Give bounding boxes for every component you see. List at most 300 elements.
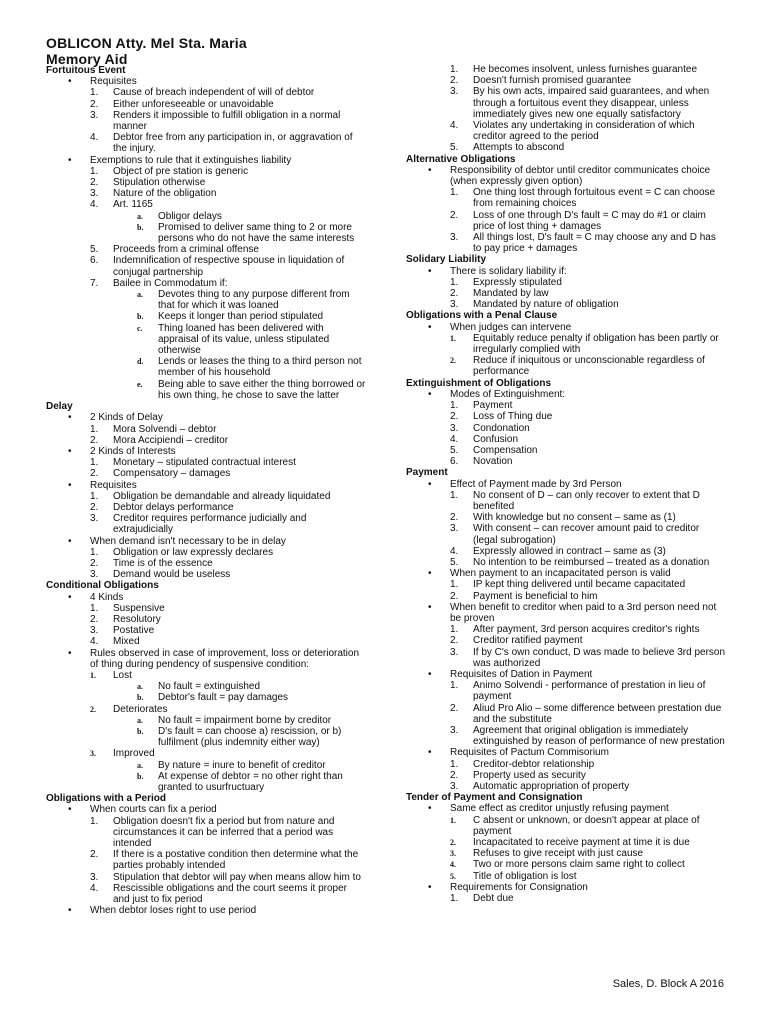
list-marker: 1.: [90, 87, 99, 99]
numbered-item: [46, 569, 366, 580]
numbered-item: [46, 816, 366, 850]
item-text: Expressly stipulated: [473, 276, 562, 288]
numbered-item: [46, 491, 366, 502]
numbered-item: [406, 187, 726, 209]
item-text: Incapacitated to receive payment at time it is due: [473, 837, 690, 849]
list-marker: 4.: [450, 860, 456, 870]
list-marker: •: [428, 388, 432, 400]
list-marker: 2.: [450, 411, 459, 423]
list-marker: 2.: [90, 501, 99, 513]
item-text: Renders it impossible to fulfill obligation in a normal manner: [113, 109, 341, 133]
item-text: Automatic appropriation of property: [473, 781, 630, 792]
list-marker: 1.: [450, 276, 459, 288]
list-marker: a.: [137, 290, 143, 300]
numbered-item: [46, 872, 366, 883]
item-text: When debtor loses right to use period: [90, 905, 257, 917]
numbered-item: [406, 333, 726, 355]
list-marker: •: [68, 591, 72, 603]
item-text: Exemptions to rule that it extinguishes liability: [90, 154, 292, 166]
item-text: Doesn't furnish promised guarantee: [473, 75, 632, 87]
lettered-item: [46, 681, 366, 692]
item-text: Keeps it longer than period stipulated: [158, 311, 324, 323]
item-text: Same effect as creditor unjustly refusing payment: [450, 803, 669, 815]
item-text: Requisites of Pactum Commisorium: [450, 747, 609, 759]
list-marker: 2.: [450, 590, 459, 602]
list-marker: 2.: [90, 704, 96, 714]
list-marker: 1.: [90, 815, 99, 827]
section-heading: Solidary Liability: [406, 254, 487, 266]
numbered-item: [46, 110, 366, 132]
list-marker: b.: [137, 693, 144, 703]
numbered-item: [46, 636, 366, 647]
numbered-item: [406, 400, 726, 411]
item-text: 2 Kinds of Delay: [90, 412, 163, 424]
list-marker: 2.: [90, 177, 99, 189]
bullet-item: [406, 389, 726, 400]
numbered-item: [46, 849, 366, 871]
item-text: With consent – can recover amount paid to creditor (legal subrogation): [473, 523, 700, 546]
bullet-item: [406, 602, 726, 624]
list-marker: 1.: [90, 165, 99, 177]
numbered-item: [406, 523, 726, 545]
item-text: All things lost, D's fault = C may choose any and D has to pay price + damages: [473, 232, 716, 255]
numbered-item: [406, 579, 726, 590]
item-text: Responsibility of debtor until creditor communicates choice (when expressly given option): [450, 164, 711, 188]
numbered-item: [46, 502, 366, 513]
lettered-item: [46, 379, 366, 401]
item-text: When judges can intervene: [450, 321, 572, 333]
list-marker: 1.: [90, 670, 96, 680]
list-marker: •: [68, 804, 72, 816]
bullet-item: [46, 536, 366, 547]
list-marker: 1.: [450, 680, 459, 692]
list-marker: 4.: [450, 545, 459, 557]
item-text: Time is of the essence: [113, 557, 213, 569]
numbered-item: [406, 859, 726, 870]
numbered-item: [46, 278, 366, 289]
item-text: With knowledge but no consent – same as (1): [473, 512, 676, 524]
list-marker: 1.: [450, 187, 459, 199]
item-text: Requisites: [90, 76, 137, 88]
list-marker: •: [68, 647, 72, 659]
numbered-item: [406, 64, 726, 75]
item-text: Obligation doesn't fix a period but from nature and circumstances it can be inferred that a period was intended: [113, 815, 335, 850]
list-marker: 2.: [90, 557, 99, 569]
list-marker: •: [428, 164, 432, 176]
bullet-item: [46, 648, 366, 670]
item-text: 4 Kinds: [90, 591, 124, 603]
list-marker: b.: [137, 726, 144, 736]
numbered-item: [46, 704, 366, 715]
item-text: IP kept thing delivered until became capacitated: [473, 579, 686, 591]
list-marker: b.: [137, 222, 144, 232]
numbered-item: [46, 188, 366, 199]
item-text: Loss of Thing due: [473, 411, 553, 423]
list-marker: 1.: [450, 579, 459, 591]
item-text: Stipulation that debtor will pay when means allow him to: [113, 871, 361, 883]
numbered-item: [46, 603, 366, 614]
section-heading: Obligations with a Period: [46, 793, 167, 805]
numbered-item: [46, 99, 366, 110]
numbered-item: [46, 244, 366, 255]
item-text: Animo Solvendi - performance of prestation in lieu of payment: [473, 680, 706, 703]
item-text: By his own acts, impaired said guarantees, and when through a fortuitous event they disappear, unless immediately gives new one equally satisfactory: [473, 86, 710, 120]
lettered-item: [46, 760, 366, 771]
list-marker: 4.: [450, 120, 459, 132]
numbered-item: [406, 210, 726, 232]
list-marker: 1.: [90, 490, 99, 502]
section-heading: Alternative Obligations: [406, 153, 516, 165]
item-text: Mandated by law: [473, 288, 549, 300]
list-marker: 6.: [90, 255, 99, 267]
lettered-item: [46, 289, 366, 311]
list-marker: •: [68, 905, 72, 917]
list-marker: b.: [137, 312, 144, 322]
list-marker: d.: [137, 357, 144, 367]
numbered-item: [406, 434, 726, 445]
item-text: Attempts to abscond: [473, 142, 565, 154]
section-heading: Payment: [406, 467, 448, 479]
list-marker: •: [428, 601, 432, 613]
numbered-item: [406, 624, 726, 635]
item-text: Payment: [473, 400, 513, 412]
list-marker: e.: [137, 379, 143, 389]
item-text: No intention to be reimbursed – treated as a donation: [473, 556, 710, 568]
numbered-item: [406, 815, 726, 837]
item-text: Monetary – stipulated contractual interest: [113, 457, 296, 469]
list-marker: 2.: [450, 512, 459, 524]
list-marker: 3.: [450, 86, 459, 98]
list-marker: •: [68, 76, 72, 88]
item-text: Agreement that original obligation is immediately extinguished by reason of performance of new prestation: [473, 724, 725, 748]
numbered-item: [46, 87, 366, 98]
bullet-item: [46, 480, 366, 491]
list-marker: •: [428, 478, 432, 490]
item-text: Debtor delays performance: [113, 501, 234, 513]
numbered-item: [406, 770, 726, 781]
item-text: Object of pre station is generic: [113, 165, 249, 177]
list-marker: 7.: [90, 277, 99, 289]
item-text: Obligation or law expressly declares: [113, 546, 274, 558]
numbered-item: [406, 512, 726, 523]
list-marker: 4.: [90, 132, 99, 144]
item-text: Requisites of Dation in Payment: [450, 668, 593, 680]
bullet-item: [46, 412, 366, 423]
list-marker: 2.: [450, 356, 456, 366]
item-text: There is solidary liability if:: [450, 265, 567, 277]
numbered-item: [406, 680, 726, 702]
item-text: D's fault = can choose a) rescission, or b) fulfilment (plus indemnity either way): [158, 725, 342, 749]
list-marker: 3.: [90, 569, 99, 581]
numbered-item: [46, 513, 366, 535]
item-text: Cause of breach independent of will of debtor: [113, 87, 315, 99]
numbered-item: [406, 232, 726, 254]
item-text: Title of obligation is lost: [473, 870, 577, 882]
numbered-item: [406, 423, 726, 434]
subtitle-line: Memory Aid: [46, 51, 128, 67]
list-marker: •: [428, 668, 432, 680]
list-marker: 4.: [90, 636, 99, 648]
section-heading: Obligations with a Penal Clause: [406, 310, 558, 322]
item-text: Stipulation otherwise: [113, 177, 206, 189]
section-heading: Delay: [46, 401, 73, 413]
list-marker: 2.: [450, 75, 459, 87]
numbered-item: [406, 781, 726, 792]
item-text: After payment, 3rd person acquires creditor's rights: [473, 624, 700, 636]
item-text: Creditor-debtor relationship: [473, 758, 595, 770]
numbered-item: [46, 468, 366, 479]
list-marker: 3.: [450, 299, 459, 311]
item-text: If there is a postative condition then determine what the parties probably intended: [113, 849, 359, 872]
item-text: Effect of Payment made by 3rd Person: [450, 478, 622, 490]
lettered-item: [46, 323, 366, 357]
list-marker: 6.: [450, 456, 459, 468]
bullet-item: [406, 165, 726, 187]
lettered-item: [46, 726, 366, 748]
list-marker: 3.: [90, 513, 99, 525]
list-marker: •: [68, 535, 72, 547]
item-text: Compensation: [473, 444, 538, 456]
numbered-item: [46, 625, 366, 636]
list-marker: •: [68, 445, 72, 457]
left-column: [46, 65, 366, 916]
numbered-item: [46, 547, 366, 558]
numbered-item: [406, 445, 726, 456]
item-text: Violates any undertaking in consideration of which creditor agreed to the period: [473, 120, 695, 143]
item-text: When benefit to creditor when paid to a 3rd person need not be proven: [450, 601, 717, 624]
item-text: Mora Accipiendi – creditor: [113, 434, 229, 446]
lettered-item: [46, 222, 366, 244]
numbered-item: [406, 635, 726, 646]
item-text: Property used as security: [473, 769, 586, 781]
numbered-item: [46, 670, 366, 681]
bullet-item: [46, 804, 366, 815]
list-marker: 1.: [90, 602, 99, 614]
item-text: Modes of Extinguishment:: [450, 388, 566, 400]
numbered-item: [406, 75, 726, 86]
list-marker: 3.: [450, 849, 456, 859]
bullet-item: [46, 446, 366, 457]
item-text: Two or more persons claim same right to collect: [473, 859, 685, 871]
lettered-item: [46, 311, 366, 322]
lettered-item: [46, 211, 366, 222]
item-text: Creditor ratified payment: [473, 635, 583, 647]
numbered-item: [406, 456, 726, 467]
numbered-item: [406, 355, 726, 377]
list-marker: 2.: [450, 288, 459, 300]
numbered-item: [406, 759, 726, 770]
list-marker: 1.: [90, 423, 99, 435]
list-marker: a.: [137, 715, 143, 725]
list-marker: 1.: [450, 758, 459, 770]
list-marker: a.: [137, 682, 143, 692]
numbered-item: [406, 647, 726, 669]
bullet-item: [406, 882, 726, 893]
numbered-item: [46, 166, 366, 177]
list-marker: 1.: [90, 546, 99, 558]
item-text: Equitably reduce penalty if obligation has been partly or irregularly complied with: [473, 332, 719, 356]
bullet-item: [406, 479, 726, 490]
item-text: Refuses to give receipt with just cause: [473, 848, 644, 860]
list-marker: 1.: [90, 457, 99, 469]
list-marker: 1.: [450, 489, 459, 501]
list-marker: •: [428, 265, 432, 277]
numbered-item: [406, 299, 726, 310]
list-marker: 2.: [450, 838, 456, 848]
section-heading: Fortuitous Event: [46, 65, 126, 76]
item-text: At expense of debtor = no other right than granted to usurfructuary: [158, 770, 343, 793]
item-text: Requisites: [90, 479, 137, 491]
item-text: When payment to an incapacitated person is valid: [450, 568, 671, 580]
list-marker: •: [428, 747, 432, 759]
title-line: OBLICON Atty. Mel Sta. Maria: [46, 35, 247, 51]
list-marker: 1.: [450, 815, 456, 825]
list-marker: 3.: [450, 523, 459, 535]
numbered-item: [46, 883, 366, 905]
item-text: Requirements for Consignation: [450, 881, 588, 893]
bullet-item: [406, 669, 726, 680]
bullet-item: [406, 266, 726, 277]
list-marker: a.: [137, 760, 143, 770]
item-text: Bailee in Commodatum if:: [113, 277, 228, 289]
numbered-item: [46, 177, 366, 188]
item-text: Promised to deliver same thing to 2 or more persons who do not have the same interests: [158, 221, 355, 245]
item-text: Debt due: [473, 893, 514, 905]
item-text: Either unforeseeable or unavoidable: [113, 98, 274, 110]
item-text: By nature = inure to benefit of creditor: [158, 759, 326, 771]
list-marker: •: [428, 881, 432, 893]
lettered-item: [46, 715, 366, 726]
list-marker: 2.: [90, 434, 99, 446]
list-marker: 1.: [450, 400, 459, 412]
list-marker: c.: [137, 323, 143, 333]
list-marker: 3.: [450, 781, 459, 792]
list-marker: 3.: [450, 422, 459, 434]
item-text: Being able to save either the thing borrowed or his own thing, he chose to save the latter: [158, 378, 366, 401]
item-text: Debtor free from any participation in, or aggravation of the injury.: [113, 132, 353, 155]
page-footer: Sales, D. Block A 2016: [612, 978, 724, 990]
list-marker: 2.: [450, 635, 459, 647]
numbered-item: [406, 591, 726, 602]
item-text: Mora Solvendi – debtor: [113, 423, 217, 435]
lettered-item: [46, 771, 366, 793]
numbered-item: [406, 893, 726, 904]
numbered-item: [46, 457, 366, 468]
item-text: No consent of D – can only recover to extent that D benefited: [473, 489, 700, 512]
list-marker: 2.: [450, 209, 459, 221]
item-text: Proceeds from a criminal offense: [113, 244, 259, 256]
numbered-item: [406, 871, 726, 882]
item-text: Mandated by nature of obligation: [473, 299, 619, 311]
list-marker: 5.: [450, 556, 459, 568]
numbered-item: [46, 558, 366, 569]
numbered-item: [46, 748, 366, 759]
item-text: He becomes insolvent, unless furnishes guarantee: [473, 64, 698, 75]
item-text: Obligor delays: [158, 210, 222, 222]
numbered-item: [406, 557, 726, 568]
lettered-item: [46, 356, 366, 378]
item-text: Expressly allowed in contract – same as (3): [473, 545, 666, 557]
item-text: Rescissible obligations and the court seems it proper and just to fix period: [113, 882, 348, 906]
item-text: Obligation be demandable and already liquidated: [113, 490, 331, 502]
item-text: Lost: [113, 669, 132, 681]
item-text: When courts can fix a period: [90, 804, 217, 816]
numbered-item: [406, 703, 726, 725]
list-marker: 1.: [450, 333, 456, 343]
list-marker: 4.: [90, 199, 99, 211]
bullet-item: [406, 568, 726, 579]
numbered-item: [406, 411, 726, 422]
item-text: Debtor's fault = pay damages: [158, 692, 289, 704]
list-marker: 3.: [450, 646, 459, 658]
item-text: Thing loaned has been delivered with appraisal of its value, unless stipulated otherwise: [158, 322, 330, 357]
item-text: Deteriorates: [113, 703, 168, 715]
item-text: No fault = impairment borne by creditor: [158, 714, 332, 726]
list-marker: 3.: [450, 232, 459, 244]
list-marker: 1.: [450, 624, 459, 636]
item-text: Demand would be useless: [113, 569, 231, 581]
numbered-item: [406, 490, 726, 512]
item-text: Indemnification of respective spouse in liquidation of conjugal partnership: [113, 255, 345, 278]
bullet-item: [406, 747, 726, 758]
numbered-item: [406, 86, 726, 120]
list-marker: 2.: [450, 769, 459, 781]
list-marker: 2.: [90, 613, 99, 625]
numbered-item: [46, 132, 366, 154]
list-marker: 3.: [90, 109, 99, 121]
item-text: If by C's own conduct, D was made to believe 3rd person was authorized: [473, 646, 726, 669]
numbered-item: [46, 424, 366, 435]
item-text: Confusion: [473, 433, 519, 445]
item-text: Rules observed in case of improvement, loss or deterioration of thing during pendency of suspensive condition:: [90, 647, 360, 670]
bullet-item: [406, 803, 726, 814]
item-text: Loss of one through D's fault = C may do #1 or claim price of lost thing + damages: [473, 209, 706, 232]
right-column: [406, 64, 726, 904]
item-text: Postative: [113, 625, 155, 637]
numbered-item: [46, 199, 366, 210]
item-text: Novation: [473, 456, 513, 468]
item-text: Condonation: [473, 422, 530, 434]
item-text: Resolutory: [113, 613, 161, 625]
bullet-item: [46, 76, 366, 87]
item-text: Creditor requires performance judicially and extrajudicially: [113, 513, 307, 536]
numbered-item: [406, 142, 726, 153]
item-text: Nature of the obligation: [113, 188, 217, 200]
numbered-item: [406, 288, 726, 299]
list-marker: 1.: [450, 64, 459, 75]
document-title: [46, 35, 247, 67]
list-marker: 3.: [450, 724, 459, 736]
list-marker: b.: [137, 771, 144, 781]
list-marker: 5.: [450, 871, 456, 881]
lettered-item: [46, 692, 366, 703]
bullet-item: [406, 322, 726, 333]
item-text: Art. 1165: [113, 199, 153, 211]
item-text: When demand isn't necessary to be in delay: [90, 535, 286, 547]
item-text: C absent or unknown, or doesn't appear at place of payment: [473, 814, 700, 837]
item-text: Lends or leases the thing to a third person not member of his household: [158, 356, 362, 379]
bullet-item: [46, 155, 366, 166]
list-marker: 5.: [450, 142, 459, 154]
list-marker: a.: [137, 211, 143, 221]
item-text: 2 Kinds of Interests: [90, 445, 176, 457]
list-marker: 3.: [90, 871, 99, 883]
numbered-item: [46, 614, 366, 625]
item-text: Aliud Pro Alio – some difference between prestation due and the substitute: [473, 702, 722, 725]
list-marker: •: [428, 568, 432, 580]
list-marker: •: [428, 803, 432, 815]
bullet-item: [46, 592, 366, 603]
